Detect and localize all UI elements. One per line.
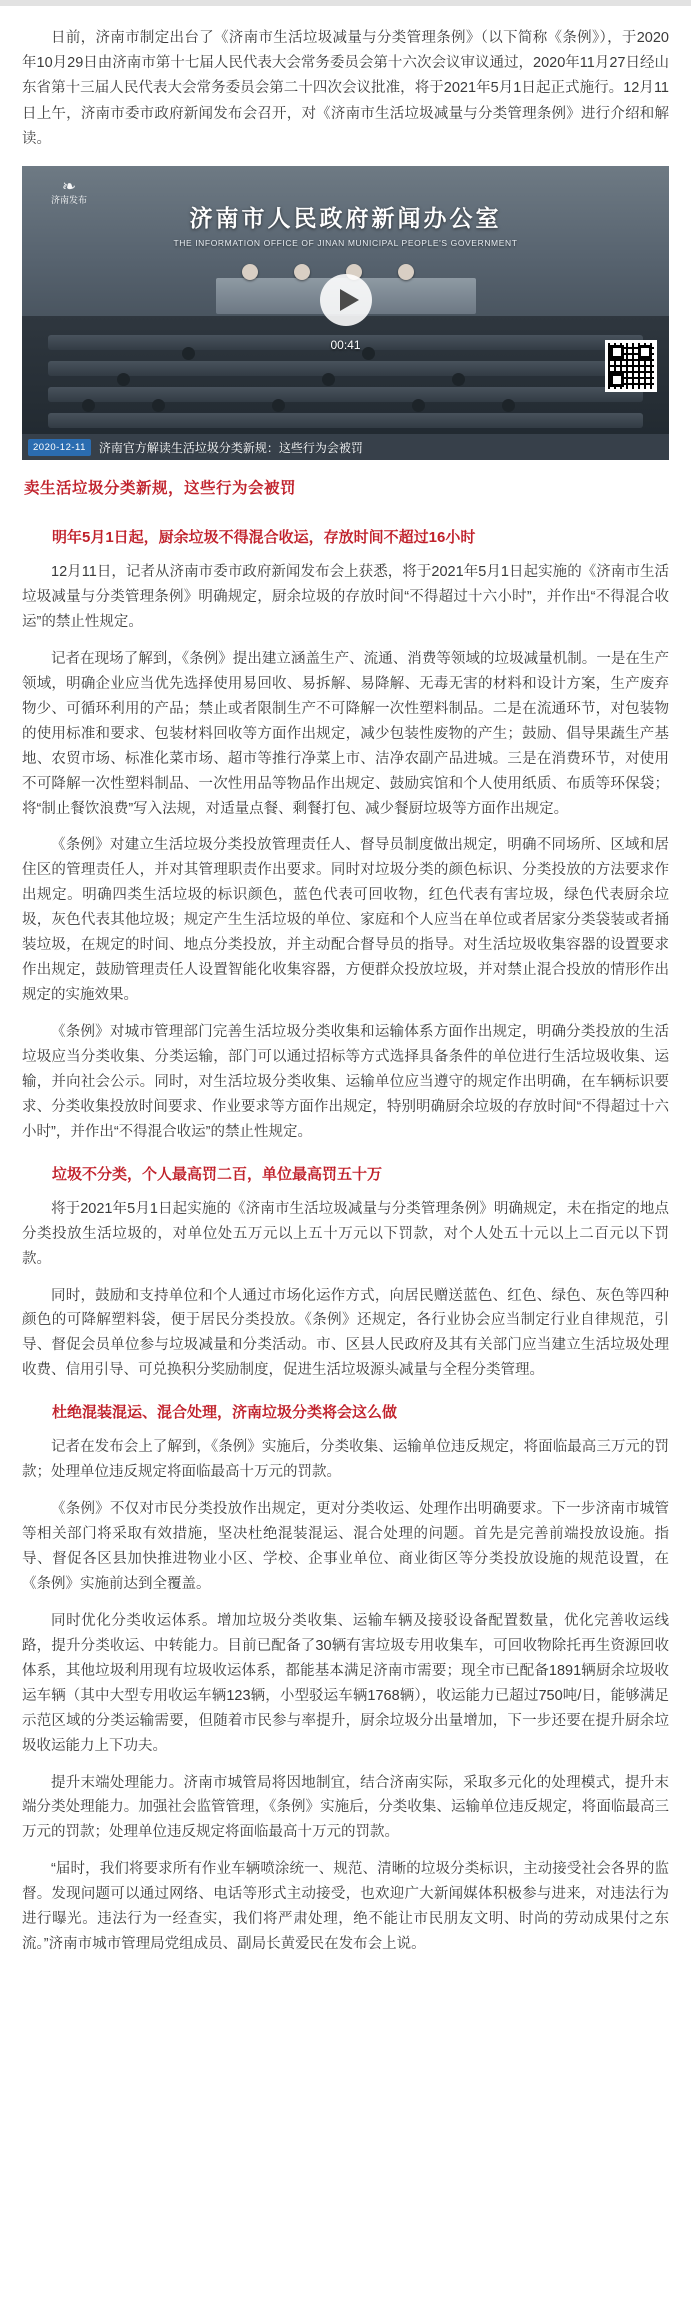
- audience-head: [362, 347, 375, 360]
- audience-head: [117, 373, 130, 386]
- caption-title: 济南官方解读生活垃圾分类新规：这些行为会被罚: [98, 440, 363, 455]
- audience-head: [502, 399, 515, 412]
- speaker-head: [398, 264, 414, 280]
- qr-corner: [610, 373, 624, 387]
- video-caption-bar: [22, 434, 669, 460]
- audience-head: [152, 399, 165, 412]
- audience-head: [322, 373, 335, 386]
- paragraph: 同时，鼓励和支持单位和个人通过市场化运作方式，向居民赠送蓝色、红色、绿色、灰色等四种颜色的可降解塑料袋，便于居民分类投放。《条例》还规定，各行业协会应当制定行业自律规范，引导、督促会员单位参与垃圾减量和分类活动。市、区县人民政府及其有关部门应当建立生活垃圾处理收费、信用引导、可兑换积分奖励制度，促进生活垃圾源头减量与全程分类管理。: [22, 1287, 669, 1379]
- video-frame[interactable]: [22, 166, 669, 434]
- seat-row: [48, 361, 643, 376]
- section-heading-3: 杜绝混装混运、混合处理，济南垃圾分类将会这么做: [52, 1404, 398, 1422]
- seat-row: [48, 413, 643, 428]
- paragraph: 12月11日，记者从济南市委市政府新闻发布会上获悉，将于2021年5月1日起实施的《济南市生活垃圾减量与分类管理条例》明确规定，厨余垃圾的存放时间“不得超过十六小时”，并作出“不得混合收运”的禁止性规定。: [22, 564, 669, 630]
- speaker-head: [294, 264, 310, 280]
- qr-corner: [638, 345, 652, 359]
- paragraph: 记者在现场了解到，《条例》提出建立涵盖生产、流通、消费等领域的垃圾减量机制。一是在生产领域，明确企业应当优先选择使用易回收、易拆解、易降解、无毒无害的材料和设计方案，生产废弃物少、可循环利用的产品；禁止或者限制生产不可降解一次性塑料制品。二是在流通环节，对包装物的使用标准和要求、包装材料回收等方面作出规定，减少包装性废物的产生；鼓励、倡导果蔬生产基地、农贸市场、标准化菜市场、超市等推行净菜上市、洁净农副产品进城。三是在消费环节，对使用不可降解一次性塑料制品、一次性用品等物品作出规定、鼓励宾馆和个人使用纸质、布质等环保袋；将“制止餐饮浪费”写入法规，对适量点餐、剩餐打包、减少餐厨垃圾等方面作出规定。: [22, 650, 669, 817]
- audience-head: [452, 373, 465, 386]
- video-ticker: 卖生活垃圾分类新规，这些行为会被罚: [22, 470, 669, 508]
- audience-head: [412, 399, 425, 412]
- qr-corner: [610, 345, 624, 359]
- qr-code-icon: [605, 340, 657, 392]
- press-conference-banner: [54, 200, 636, 248]
- paragraph: 同时优化分类收运体系。增加垃圾分类收集、运输车辆及接驳设备配置数量，优化完善收运线路，提升分类收运、中转能力。目前已配备了30辆有害垃圾专用收集车，可回收物除托再生资源回收体系，其他垃圾利用现有垃圾收运体系，都能基本满足济南市需要；现全市已配备1891辆厨余垃圾收运车辆（其中大型专用收运车辆123辆，小型驳运车辆1768辆），收运能力已超过750吨/日，能够满足示范区域的分类运输需要，但随着市民参与率提升，厨余垃圾分出量增加，下一步还要在提升厨余垃圾收运能力上下功夫。: [22, 1612, 669, 1754]
- leaf-icon: ❧: [61, 177, 77, 197]
- paragraph: 《条例》不仅对市民分类投放作出规定，更对分类收运、处理作出明确要求。下一步济南市城管等相关部门将采取有效措施，坚决杜绝混装混运、混合处理的问题。首先是完善前端投放设施。指导、督促各区县加快推进物业小区、学校、企事业单位、商业街区等分类投放设施的规范设置，在《条例》实施前达到全覆盖。: [22, 1501, 669, 1592]
- video-player[interactable]: [22, 166, 669, 460]
- play-icon[interactable]: [320, 274, 372, 326]
- video-duration: 00:41: [330, 338, 361, 353]
- audience-head: [272, 399, 285, 412]
- article-lead: 日前，济南市制定出台了《济南市生活垃圾减量与分类管理条例》（以下简称《条例》），于2020年10月29日由济南市第十七届人民代表大会常务委员会第十六次会议审议通过，2020年11月27日经山东省第十三届人民代表大会常务委员会第二十四次会议批准，将于2021年5月1日起正式施行。12月11日上午，济南市委市政府新闻发布会召开，对《济南市生活垃圾减量与分类管理条例》进行介绍和解读。: [22, 30, 669, 147]
- article-body: [0, 6, 691, 1957]
- banner-title-en: THE INFORMATION OFFICE OF JINAN MUNICIPAL PEOPLE'S GOVERNMENT: [173, 238, 518, 249]
- watermark-label: 济南发布: [50, 195, 87, 206]
- section-heading-1: 明年5月1日起，厨余垃圾不得混合收运，存放时间不超过16小时: [52, 529, 476, 547]
- audience-head: [182, 347, 195, 360]
- paragraph: 《条例》对建立生活垃圾分类投放管理责任人、督导员制度做出规定，明确不同场所、区域和居住区的管理责任人，并对其管理职责作出要求。同时对垃圾分类的颜色标识、分类投放的方法要求作出规定。明确四类生活垃圾的标识颜色，蓝色代表可回收物，红色代表有害垃圾，绿色代表厨余垃圾，灰色代表其他垃圾；规定产生生活垃圾的单位、家庭和个人应当在单位或者居家分类袋装或者捅装垃圾，在规定的时间、地点分类投放，并主动配合督导员的指导。对生活垃圾收集容器的设置要求作出规定，鼓励管理责任人设置智能化收集容器，方便群众投放垃圾，并对禁止混合投放的情形作出规定的实施效果。: [22, 837, 669, 1004]
- paragraph-quote: “届时，我们将要求所有作业车辆喷涂统一、规范、清晰的垃圾分类标识，主动接受社会各界的监督。发现问题可以通过网络、电话等形式主动接受，也欢迎广大新闻媒体积极参与进来，对违法行为进行曝光。违法行为一经查实，我们将严肃处理，绝不能让市民朋友文明、时尚的劳动成果付之东流。”济南市城市管理局党组成员、副局长黄爱民在发布会上说。: [22, 1861, 669, 1953]
- paragraph: 记者在发布会上了解到，《条例》实施后，分类收集、运输单位违反规定，将面临最高三万元的罚款；处理单位违反规定将面临最高十万元的罚款。: [22, 1439, 669, 1481]
- broadcaster-watermark: [38, 178, 100, 218]
- banner-title-cn: 济南市人民政府新闻办公室: [189, 205, 502, 232]
- caption-date: 2020-12-11: [28, 439, 91, 456]
- section-heading-2: 垃圾不分类，个人最高罚二百，单位最高罚五十万: [52, 1165, 383, 1183]
- paragraph: 提升末端处理能力。济南市城管局将因地制宜，结合济南实际，采取多元化的处理模式，提升末端分类处理能力。加强社会监管管理，《条例》实施后，分类收集、运输单位违反规定，将面临最高三万元的罚款；处理单位违反规定将面临最高十万元的罚款。: [22, 1774, 669, 1841]
- seat-row: [48, 387, 643, 402]
- paragraph: 《条例》对城市管理部门完善生活垃圾分类收集和运输体系方面作出规定，明确分类投放的生活垃圾应当分类收集、分类运输，部门可以通过招标等方式选择具备条件的单位进行生活垃圾收集、运输，并向社会公示。同时，对生活垃圾分类收集、运输单位应当遵守的规定作出明确，在车辆标识要求、分类收集投放时间要求、作业要求等方面作出规定，特别明确厨余垃圾的存放时间“不得超过十六小时”，并作出“不得混合收运”的禁止性规定。: [22, 1024, 669, 1140]
- audience-head: [82, 399, 95, 412]
- paragraph: 将于2021年5月1日起实施的《济南市生活垃圾减量与分类管理条例》明确规定，未在指定的地点分类投放生活垃圾的，对单位处五万元以上五十万元以下罚款，对个人处五十元以上二百元以下罚款。: [22, 1200, 669, 1267]
- speaker-head: [242, 264, 258, 280]
